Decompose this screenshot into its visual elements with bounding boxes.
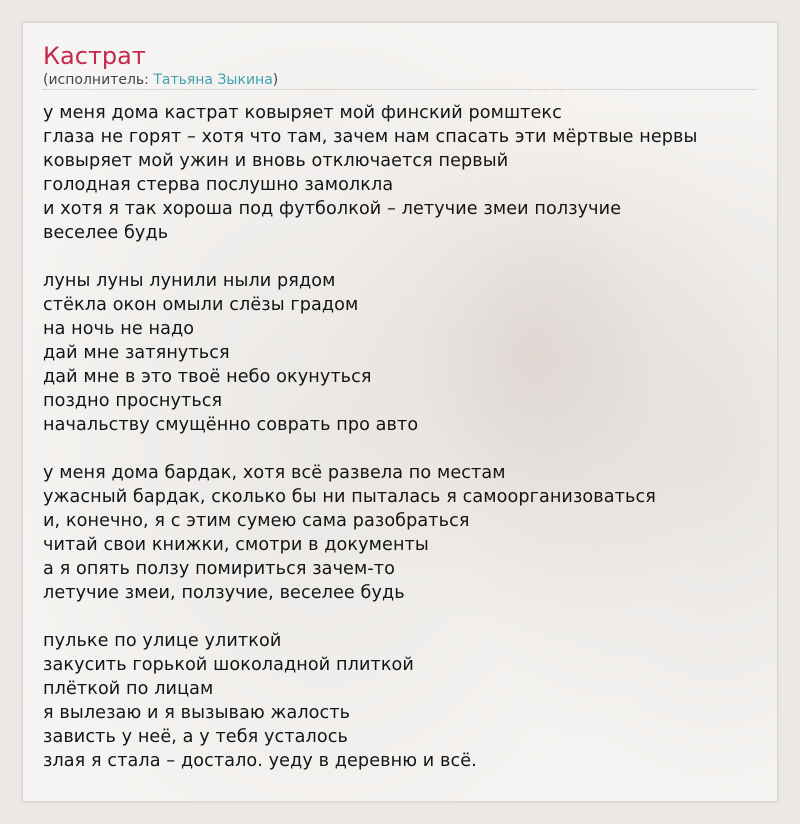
stanza-1 xyxy=(43,101,763,245)
stanza-3 xyxy=(43,461,763,605)
lyric-line: у меня дома кастрат ковыряет мой финский ромштекс xyxy=(43,103,562,123)
lyric-line: закусить горькой шоколадной плиткой xyxy=(43,655,414,675)
stanza-2 xyxy=(43,269,763,437)
lyric-line: зависть у неё, а у тебя усталось xyxy=(43,727,349,747)
lyric-line: злая я стала – достало. уеду в деревню и всё. xyxy=(43,751,477,771)
lyric-line: плёткой по лицам xyxy=(43,679,214,699)
artist-line xyxy=(43,71,278,89)
lyrics-card xyxy=(22,22,778,802)
lyric-line: стёкла окон омыли слёзы градом xyxy=(43,295,359,315)
song-title: Кастрат xyxy=(43,42,146,70)
artist-suffix: ) xyxy=(272,72,279,88)
lyric-line: ужасный бардак, сколько бы ни пыталась я самоорганизоваться xyxy=(43,487,656,507)
lyric-line: летучие змеи, ползучие, веселее будь xyxy=(43,583,405,603)
lyric-line: дай мне затянуться xyxy=(43,343,230,363)
artist-prefix: (исполнитель: xyxy=(43,72,154,88)
lyric-line: поздно проснуться xyxy=(43,391,223,411)
lyric-line: глаза не горят – хотя что там, зачем нам спасать эти мёртвые нервы xyxy=(43,127,698,147)
lyric-line: дай мне в это твоё небо окунуться xyxy=(43,367,372,387)
lyric-line: читай свои книжки, смотри в документы xyxy=(43,535,429,555)
lyric-line: я вылезаю и я вызываю жалость xyxy=(43,703,351,723)
lyric-line: веселее будь xyxy=(43,223,169,243)
lyric-line: луны луны лунили ныли рядом xyxy=(43,271,336,291)
title-divider xyxy=(43,89,757,90)
lyric-line: и, конечно, я с этим сумею сама разобраться xyxy=(43,511,470,531)
lyric-line: начальству смущённо соврать про авто xyxy=(43,415,419,435)
lyric-line: на ночь не надо xyxy=(43,319,195,339)
lyrics-text xyxy=(43,101,763,797)
lyric-line: голодная стерва послушно замолкла xyxy=(43,175,394,195)
artist-link[interactable]: Татьяна Зыкина xyxy=(153,72,273,88)
stanza-4 xyxy=(43,629,763,773)
lyric-line: ковыряет мой ужин и вновь отключается первый xyxy=(43,151,509,171)
lyric-line: пульке по улице улиткой xyxy=(43,631,282,651)
lyric-line: а я опять ползу помириться зачем-то xyxy=(43,559,396,579)
lyric-line: у меня дома бардак, хотя всё развела по местам xyxy=(43,463,506,483)
lyric-line: и хотя я так хороша под футболкой – летучие змеи ползучие xyxy=(43,199,622,219)
